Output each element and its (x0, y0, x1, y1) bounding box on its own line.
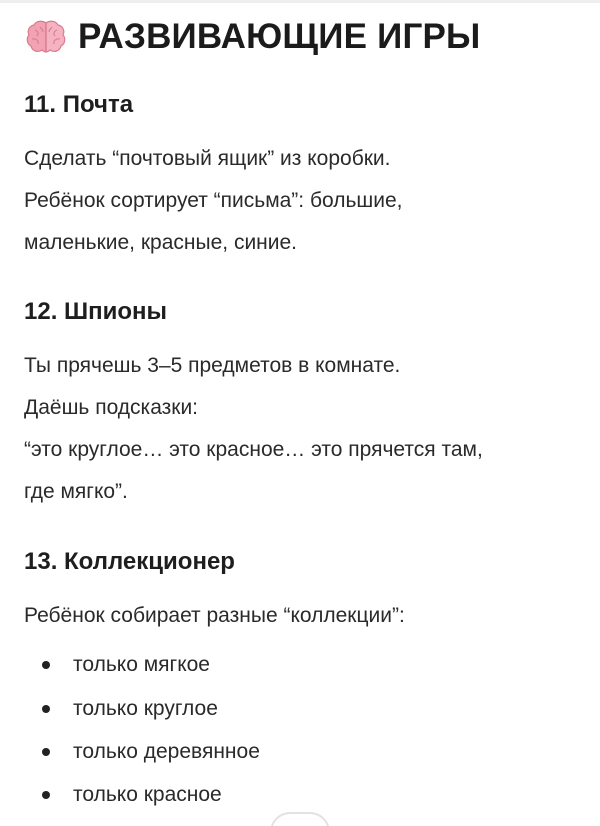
scroll-hint-arc (270, 812, 330, 826)
list-item-label: только круглое (73, 697, 218, 720)
section-text-line: маленькие, красные, синие. (24, 231, 298, 254)
page-title: РАЗВИВАЮЩИЕ ИГРЫ (78, 17, 481, 56)
section-text-line: Сделать “почтовый ящик” из коробки. (24, 147, 391, 170)
section-text-line: Ты прячешь 3–5 предметов в комнате. (24, 354, 401, 377)
bullet-dot-icon (42, 705, 50, 713)
bullet-dot-icon (42, 791, 50, 799)
top-divider (0, 0, 600, 3)
section-heading-shpiony: 12. Шпионы (24, 298, 168, 325)
section-heading-kollektsioner: 13. Коллекционер (24, 548, 235, 575)
list-item-label: только мягкое (73, 653, 210, 676)
bullet-dot-icon (42, 748, 50, 756)
list-item (42, 783, 222, 807)
section-text-line: Ребёнок собирает разные “коллекции”: (24, 604, 405, 627)
list-item-label: только красное (73, 783, 222, 806)
section-text-line: Ребёнок сортирует “письма”: большие, (24, 189, 403, 212)
list-item (42, 740, 260, 764)
bullet-dot-icon (42, 661, 50, 669)
brain-icon (26, 19, 66, 55)
list-item-label: только деревянное (73, 740, 260, 763)
section-text-line: “это круглое… это красное… это прячется там, (24, 438, 483, 461)
section-heading-pochta: 11. Почта (24, 91, 134, 118)
title-row (26, 14, 481, 60)
list-item (42, 653, 210, 677)
section-text-line: Даёшь подсказки: (24, 396, 199, 419)
section-text-line: где мягко”. (24, 480, 128, 503)
list-item (42, 697, 218, 721)
